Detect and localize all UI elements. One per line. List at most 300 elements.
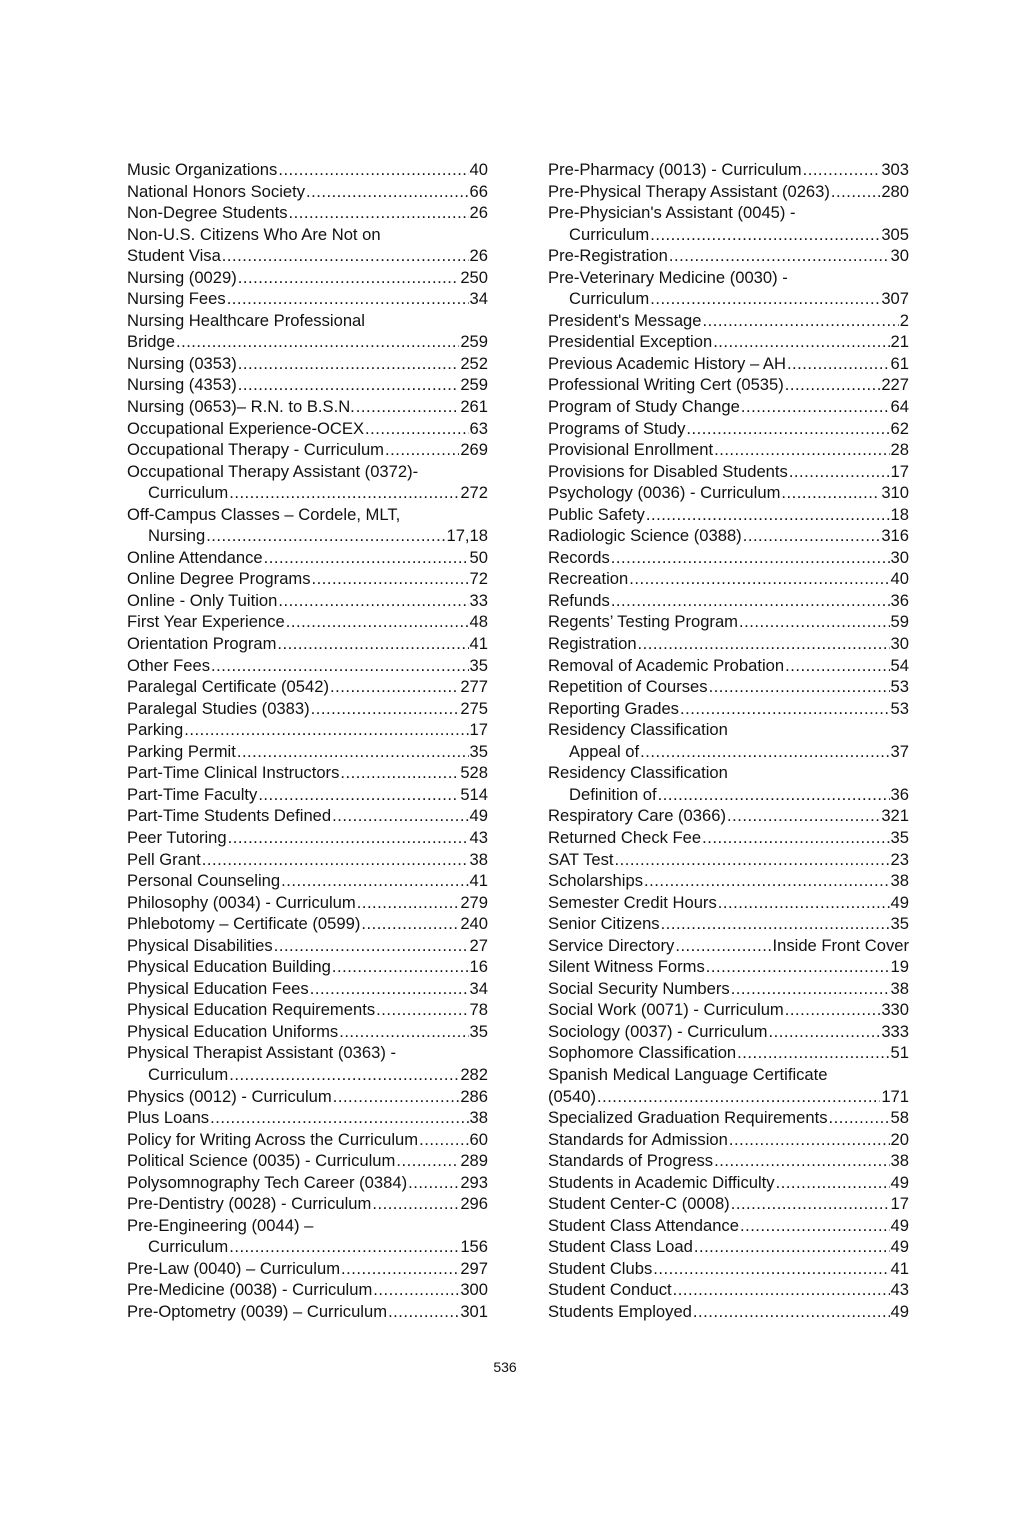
dot-leader bbox=[341, 1258, 459, 1280]
index-entry-text: Pre-Optometry (0039) – Curriculum bbox=[127, 1301, 388, 1321]
dot-leader bbox=[741, 396, 890, 418]
index-entry-line bbox=[548, 655, 909, 677]
index-entry bbox=[548, 892, 909, 914]
dot-leader bbox=[286, 611, 469, 633]
index-entry bbox=[548, 482, 909, 504]
index-entry-line bbox=[548, 1129, 909, 1151]
index-entry-line bbox=[548, 1258, 909, 1280]
index-entry-text: Appeal of bbox=[569, 741, 640, 761]
index-entry-line bbox=[548, 1279, 909, 1301]
index-entry bbox=[548, 676, 909, 698]
index-entry-page: 49 bbox=[890, 1301, 909, 1321]
dot-leader bbox=[340, 762, 459, 784]
index-entry-line bbox=[548, 676, 909, 698]
index-entry bbox=[548, 159, 909, 181]
index-entry bbox=[127, 784, 488, 806]
index-entry bbox=[548, 1279, 909, 1301]
index-entry-text: Nursing (0029) bbox=[127, 267, 237, 287]
index-entry-text: SAT Test bbox=[548, 849, 614, 869]
index-entry-text: Pell Grant bbox=[127, 849, 201, 869]
index-entry-text: Physical Education Uniforms bbox=[127, 1021, 339, 1041]
index-entry-page: 18 bbox=[890, 504, 909, 524]
dot-leader bbox=[644, 870, 890, 892]
index-entry-text: Political Science (0035) - Curriculum bbox=[127, 1151, 396, 1171]
index-entry bbox=[127, 1086, 488, 1108]
index-entry-page: 272 bbox=[460, 483, 488, 503]
index-entry-line bbox=[548, 159, 909, 181]
index-entry-line bbox=[548, 374, 909, 396]
index-entry-line bbox=[127, 762, 488, 784]
index-entry-page: 261 bbox=[460, 397, 488, 417]
index-entry-page: 49 bbox=[890, 1237, 909, 1257]
index-entry-text: Pre-Medicine (0038) - Curriculum bbox=[127, 1280, 373, 1300]
index-entry-page: 28 bbox=[890, 440, 909, 460]
dot-leader bbox=[653, 1258, 889, 1280]
index-entry-heading: Occupational Therapy Assistant (0372)- bbox=[127, 461, 419, 481]
index-entry-line bbox=[127, 741, 488, 763]
index-entry bbox=[127, 461, 488, 504]
index-entry-text: Records bbox=[548, 547, 610, 567]
dot-leader bbox=[176, 331, 459, 353]
index-entry bbox=[548, 1150, 909, 1172]
index-entry bbox=[127, 1258, 488, 1280]
index-entry-line bbox=[548, 396, 909, 418]
index-entry-text: Orientation Program bbox=[127, 634, 277, 654]
index-entry-page: 35 bbox=[469, 1021, 488, 1041]
index-entry-page: 38 bbox=[890, 1151, 909, 1171]
dot-leader bbox=[281, 870, 468, 892]
dot-leader bbox=[274, 935, 469, 957]
index-entry-page: 64 bbox=[890, 397, 909, 417]
index-entry bbox=[548, 1042, 909, 1064]
index-entry bbox=[127, 374, 488, 396]
index-entry-line bbox=[548, 784, 909, 806]
index-entry-line bbox=[548, 1236, 909, 1258]
index-entry-page: 78 bbox=[469, 1000, 488, 1020]
index-entry bbox=[548, 935, 909, 957]
index-entry-page: 316 bbox=[881, 526, 909, 546]
index-entry bbox=[127, 1107, 488, 1129]
index-entry-page: 23 bbox=[890, 849, 909, 869]
index-entry-text: Respiratory Care (0366) bbox=[548, 806, 726, 826]
dot-leader bbox=[661, 913, 890, 935]
index-entry-page: 66 bbox=[469, 181, 488, 201]
index-entry-heading: Pre-Physician's Assistant (0045) - bbox=[548, 203, 796, 223]
index-entry-line bbox=[548, 870, 909, 892]
index-entry-line bbox=[548, 1150, 909, 1172]
index-entry-line bbox=[127, 159, 488, 181]
index-entry-text: Parking bbox=[127, 720, 184, 740]
index-entry-line bbox=[127, 784, 488, 806]
index-entry-line bbox=[127, 698, 488, 720]
index-entry bbox=[127, 611, 488, 633]
dot-leader bbox=[357, 892, 460, 914]
index-entry bbox=[127, 418, 488, 440]
dot-leader bbox=[829, 1107, 890, 1129]
index-entry-line bbox=[127, 1172, 488, 1194]
index-entry-page: 43 bbox=[890, 1280, 909, 1300]
index-entry-page: 35 bbox=[890, 827, 909, 847]
index-entry-page: 300 bbox=[460, 1280, 488, 1300]
index-entry-text: Provisions for Disabled Students bbox=[548, 461, 788, 481]
index-entry-page: 62 bbox=[890, 418, 909, 438]
index-entry-page: Inside Front Cover bbox=[772, 935, 909, 955]
index-entry-page: 289 bbox=[460, 1151, 488, 1171]
index-entry-text: Parking Permit bbox=[127, 741, 236, 761]
dot-leader bbox=[714, 1150, 889, 1172]
index-entry bbox=[127, 698, 488, 720]
index-entry-heading: Nursing Healthcare Professional bbox=[127, 310, 365, 330]
dot-leader bbox=[306, 181, 469, 203]
index-entry-line bbox=[127, 1193, 488, 1215]
index-entry-text: Student Visa bbox=[127, 246, 221, 266]
index-entry-line bbox=[548, 439, 909, 461]
index-entry-page: 297 bbox=[460, 1258, 488, 1278]
index-entry-line bbox=[548, 633, 909, 655]
dot-leader bbox=[785, 999, 881, 1021]
index-entry-page: 41 bbox=[469, 871, 488, 891]
index-entry bbox=[548, 547, 909, 569]
dot-leader bbox=[769, 1021, 881, 1043]
index-entry-line bbox=[548, 978, 909, 1000]
dot-leader bbox=[211, 655, 469, 677]
index-entry-page: 27 bbox=[469, 935, 488, 955]
index-entry bbox=[127, 719, 488, 741]
index-entry-line bbox=[548, 805, 909, 827]
index-entry-text: Physical Education Requirements bbox=[127, 1000, 376, 1020]
dot-leader bbox=[709, 676, 890, 698]
index-entry-page: 310 bbox=[881, 483, 909, 503]
index-entry-line bbox=[127, 849, 488, 871]
index-entry-text: Social Work (0071) - Curriculum bbox=[548, 1000, 784, 1020]
index-entry-page: 301 bbox=[460, 1301, 488, 1321]
index-entry-line bbox=[127, 590, 488, 612]
index-entry-page: 528 bbox=[460, 763, 488, 783]
index-entry-line bbox=[127, 1064, 488, 1086]
index-entry-page: 17 bbox=[469, 720, 488, 740]
index-entry bbox=[548, 590, 909, 612]
index-entry-text: Refunds bbox=[548, 590, 610, 610]
dot-leader bbox=[210, 1107, 468, 1129]
index-entry-text: Occupational Experience-OCEX bbox=[127, 418, 365, 438]
index-entry-page: 293 bbox=[460, 1172, 488, 1192]
index-entry-text: Silent Witness Forms bbox=[548, 957, 705, 977]
dot-leader bbox=[740, 1215, 890, 1237]
index-entry-line bbox=[548, 245, 909, 267]
dot-leader bbox=[718, 892, 890, 914]
dot-leader bbox=[785, 655, 889, 677]
index-entry bbox=[127, 935, 488, 957]
index-entry-text: Paralegal Studies (0383) bbox=[127, 698, 310, 718]
index-entry-line bbox=[127, 913, 488, 935]
index-entry-line bbox=[127, 978, 488, 1000]
index-entry-line bbox=[127, 374, 488, 396]
index-entry-page: 17,18 bbox=[446, 526, 488, 546]
index-entry-page: 41 bbox=[469, 634, 488, 654]
dot-leader bbox=[693, 1301, 890, 1323]
index-entry-page: 72 bbox=[469, 569, 488, 589]
index-entry bbox=[548, 1021, 909, 1043]
dot-leader bbox=[237, 741, 469, 763]
index-entry-text: Other Fees bbox=[127, 655, 211, 675]
index-entry-line bbox=[127, 870, 488, 892]
dot-leader bbox=[686, 418, 889, 440]
index-entry-page: 21 bbox=[890, 332, 909, 352]
dot-leader bbox=[737, 1042, 889, 1064]
index-entry-heading: Off-Campus Classes – Cordele, MLT, bbox=[127, 504, 401, 524]
index-entry-text: Social Security Numbers bbox=[548, 978, 730, 998]
index-entry bbox=[127, 1215, 488, 1258]
index-entry bbox=[548, 461, 909, 483]
index-entry-text: Curriculum bbox=[148, 1237, 229, 1257]
index-entry-text: Curriculum bbox=[569, 289, 650, 309]
index-entry bbox=[127, 1172, 488, 1194]
dot-leader bbox=[385, 439, 459, 461]
index-entry-line bbox=[127, 1021, 488, 1043]
index-entry-page: 30 bbox=[890, 634, 909, 654]
dot-leader bbox=[388, 1301, 459, 1323]
index-entry-line bbox=[127, 719, 488, 741]
index-entry-text: Previous Academic History – AH bbox=[548, 353, 786, 373]
index-entry-line bbox=[127, 525, 488, 547]
index-entry-text: Programs of Study bbox=[548, 418, 686, 438]
index-entry-page: 38 bbox=[469, 1108, 488, 1128]
index-entry-heading: Pre-Veterinary Medicine (0030) - bbox=[548, 267, 788, 287]
index-entry-text: Bridge bbox=[127, 332, 175, 352]
index-entry bbox=[127, 1021, 488, 1043]
index-entry-line bbox=[127, 547, 488, 569]
dot-leader bbox=[361, 913, 459, 935]
dot-leader bbox=[408, 1172, 459, 1194]
index-entry bbox=[127, 202, 488, 224]
dot-leader bbox=[646, 504, 890, 526]
index-entry-text: Recreation bbox=[548, 569, 629, 589]
dot-leader bbox=[229, 482, 459, 504]
index-entry-line bbox=[548, 611, 909, 633]
index-entry-text: Plus Loans bbox=[127, 1108, 210, 1128]
dot-leader bbox=[238, 353, 460, 375]
index-entry-page: 43 bbox=[469, 827, 488, 847]
index-entry-line bbox=[548, 698, 909, 720]
index-entry bbox=[127, 547, 488, 569]
dot-leader bbox=[206, 525, 445, 547]
dot-leader bbox=[638, 633, 890, 655]
index-entry-text: Curriculum bbox=[569, 224, 650, 244]
index-entry-text: Non-Degree Students bbox=[127, 203, 288, 223]
index-entry bbox=[127, 310, 488, 353]
index-entry-line bbox=[127, 655, 488, 677]
index-entry-page: 26 bbox=[469, 246, 488, 266]
index-entry-page: 156 bbox=[460, 1237, 488, 1257]
index-entry bbox=[127, 956, 488, 978]
index-entry-text: Polysomnography Tech Career (0384) bbox=[127, 1172, 408, 1192]
index-entry-line bbox=[548, 1107, 909, 1129]
dot-leader bbox=[222, 245, 469, 267]
index-entry-text: Radiologic Science (0388) bbox=[548, 526, 742, 546]
index-entry-text: Service Directory bbox=[548, 935, 675, 955]
dot-leader bbox=[694, 1236, 890, 1258]
index-entry-page: 16 bbox=[469, 957, 488, 977]
index-entry-text: Nursing Fees bbox=[127, 289, 226, 309]
index-entry-page: 48 bbox=[469, 612, 488, 632]
index-entry bbox=[548, 827, 909, 849]
index-entry-text: Nursing (4353) bbox=[127, 375, 237, 395]
index-entry-page: 282 bbox=[460, 1064, 488, 1084]
index-entry-heading: Pre-Engineering (0044) – bbox=[127, 1215, 314, 1235]
index-entry bbox=[127, 827, 488, 849]
index-entry-line bbox=[548, 1215, 909, 1237]
index-entry-text: Personal Counseling bbox=[127, 871, 281, 891]
index-entry bbox=[548, 719, 909, 762]
index-entry-text: Returned Check Fee bbox=[548, 827, 702, 847]
index-entry-text: Regents’ Testing Program bbox=[548, 612, 739, 632]
index-entry bbox=[548, 353, 909, 375]
index-entry-page: 51 bbox=[890, 1043, 909, 1063]
index-entry bbox=[127, 439, 488, 461]
dot-leader bbox=[238, 374, 460, 396]
index-entry-page: 59 bbox=[890, 612, 909, 632]
index-entry-text: Pre-Pharmacy (0013) - Curriculum bbox=[548, 160, 802, 179]
index-entry-text: Nursing (0653)– R.N. to B.S.N. bbox=[127, 397, 355, 417]
index-entry-text: Students Employed bbox=[548, 1301, 692, 1321]
index-entry bbox=[548, 396, 909, 418]
index-entry-page: 30 bbox=[890, 246, 909, 266]
index-entry-text: Curriculum bbox=[148, 1064, 229, 1084]
index-entry-line bbox=[548, 1301, 909, 1323]
dot-leader bbox=[673, 1279, 890, 1301]
index-entry-page: 49 bbox=[469, 806, 488, 826]
index-entry-page: 35 bbox=[469, 741, 488, 761]
index-entry-text: Physical Education Building bbox=[127, 957, 331, 977]
index-entry-line bbox=[548, 1172, 909, 1194]
dot-leader bbox=[376, 999, 468, 1021]
index-entry-text: Standards for Admission bbox=[548, 1129, 728, 1149]
dot-leader bbox=[332, 805, 468, 827]
index-entry bbox=[127, 805, 488, 827]
index-entry-text: Online Attendance bbox=[127, 547, 263, 567]
dot-leader bbox=[650, 224, 880, 246]
index-entry-text: Removal of Academic Probation bbox=[548, 655, 785, 675]
index-entry-line bbox=[127, 202, 488, 224]
index-entry bbox=[127, 870, 488, 892]
index-entry-page: 49 bbox=[890, 1215, 909, 1235]
index-entry-text: National Honors Society bbox=[127, 181, 306, 201]
dot-leader bbox=[675, 935, 771, 957]
index-entry bbox=[127, 590, 488, 612]
dot-leader bbox=[706, 956, 890, 978]
index-entry bbox=[548, 762, 909, 805]
index-entry-line bbox=[548, 482, 909, 504]
index-entry-page: 36 bbox=[890, 784, 909, 804]
index-entry-page: 58 bbox=[890, 1108, 909, 1128]
index-entry bbox=[548, 568, 909, 590]
index-entry-text: Student Class Load bbox=[548, 1237, 693, 1257]
dot-leader bbox=[597, 1086, 880, 1108]
index-column-left bbox=[127, 159, 488, 1323]
index-entry-heading: Physical Therapist Assistant (0363) - bbox=[127, 1043, 396, 1063]
index-entry-page: 17 bbox=[890, 461, 909, 481]
index-entry-page: 63 bbox=[469, 418, 488, 438]
page-number: 536 bbox=[493, 1359, 517, 1375]
index-entry-page: 33 bbox=[469, 590, 488, 610]
index-entry bbox=[548, 1107, 909, 1129]
index-entry-text: Occupational Therapy - Curriculum bbox=[127, 440, 385, 460]
index-entry bbox=[548, 1064, 909, 1107]
dot-leader bbox=[831, 181, 880, 203]
dot-leader bbox=[703, 310, 899, 332]
index-entry-line bbox=[127, 935, 488, 957]
index-entry bbox=[548, 1215, 909, 1237]
dot-leader bbox=[289, 202, 469, 224]
index-entry bbox=[548, 870, 909, 892]
index-entry-line bbox=[548, 1193, 909, 1215]
index-entry-page: 35 bbox=[469, 655, 488, 675]
index-entry-page: 307 bbox=[881, 289, 909, 309]
index-entry-line bbox=[127, 568, 488, 590]
index-entry-text: Senior Citizens bbox=[548, 914, 660, 934]
index-entry-line bbox=[548, 310, 909, 332]
index-entry bbox=[548, 374, 909, 396]
index-entry-text: Policy for Writing Across the Curriculum bbox=[127, 1129, 419, 1149]
dot-leader bbox=[702, 827, 889, 849]
index-entry-page: 30 bbox=[890, 547, 909, 567]
index-entry-line bbox=[127, 181, 488, 203]
index-entry-page: 26 bbox=[469, 203, 488, 223]
dot-leader bbox=[277, 633, 468, 655]
dot-leader bbox=[264, 547, 469, 569]
index-entry bbox=[548, 1258, 909, 1280]
index-entry bbox=[127, 181, 488, 203]
index-entry bbox=[127, 267, 488, 289]
index-entry bbox=[548, 1193, 909, 1215]
dot-leader bbox=[184, 719, 468, 741]
index-entry-line bbox=[127, 1258, 488, 1280]
index-entry bbox=[127, 655, 488, 677]
index-entry-page: 286 bbox=[460, 1086, 488, 1106]
index-entry-page: 60 bbox=[469, 1129, 488, 1149]
dot-leader bbox=[229, 1064, 459, 1086]
index-entry bbox=[548, 999, 909, 1021]
index-entry-page: 38 bbox=[890, 978, 909, 998]
index-entry-text: Music Organizations bbox=[127, 160, 278, 179]
dot-leader bbox=[227, 288, 469, 310]
index-entry bbox=[127, 353, 488, 375]
index-entry-line bbox=[548, 892, 909, 914]
index-entry bbox=[548, 1301, 909, 1323]
index-entry-text: Pre-Law (0040) – Curriculum bbox=[127, 1258, 341, 1278]
index-entry-text: Pre-Registration bbox=[548, 246, 668, 266]
index-entry-line bbox=[127, 439, 488, 461]
dot-leader bbox=[229, 1236, 459, 1258]
index-entry-line bbox=[127, 827, 488, 849]
index-entry bbox=[127, 999, 488, 1021]
dot-leader bbox=[731, 978, 890, 1000]
index-entry-line bbox=[127, 611, 488, 633]
index-entry bbox=[548, 525, 909, 547]
index-entry-page: 514 bbox=[460, 784, 488, 804]
index-entry bbox=[127, 288, 488, 310]
index-entry-page: 19 bbox=[890, 957, 909, 977]
dot-leader bbox=[729, 1129, 890, 1151]
index-entry-page: 250 bbox=[460, 267, 488, 287]
index-entry-text: (0540) bbox=[548, 1086, 596, 1106]
index-entry-line bbox=[548, 461, 909, 483]
index-entry-page: 37 bbox=[890, 741, 909, 761]
index-entry-page: 38 bbox=[469, 849, 488, 869]
index-entry-line bbox=[127, 956, 488, 978]
index-entry-page: 49 bbox=[890, 892, 909, 912]
index-entry-page: 171 bbox=[881, 1086, 909, 1106]
